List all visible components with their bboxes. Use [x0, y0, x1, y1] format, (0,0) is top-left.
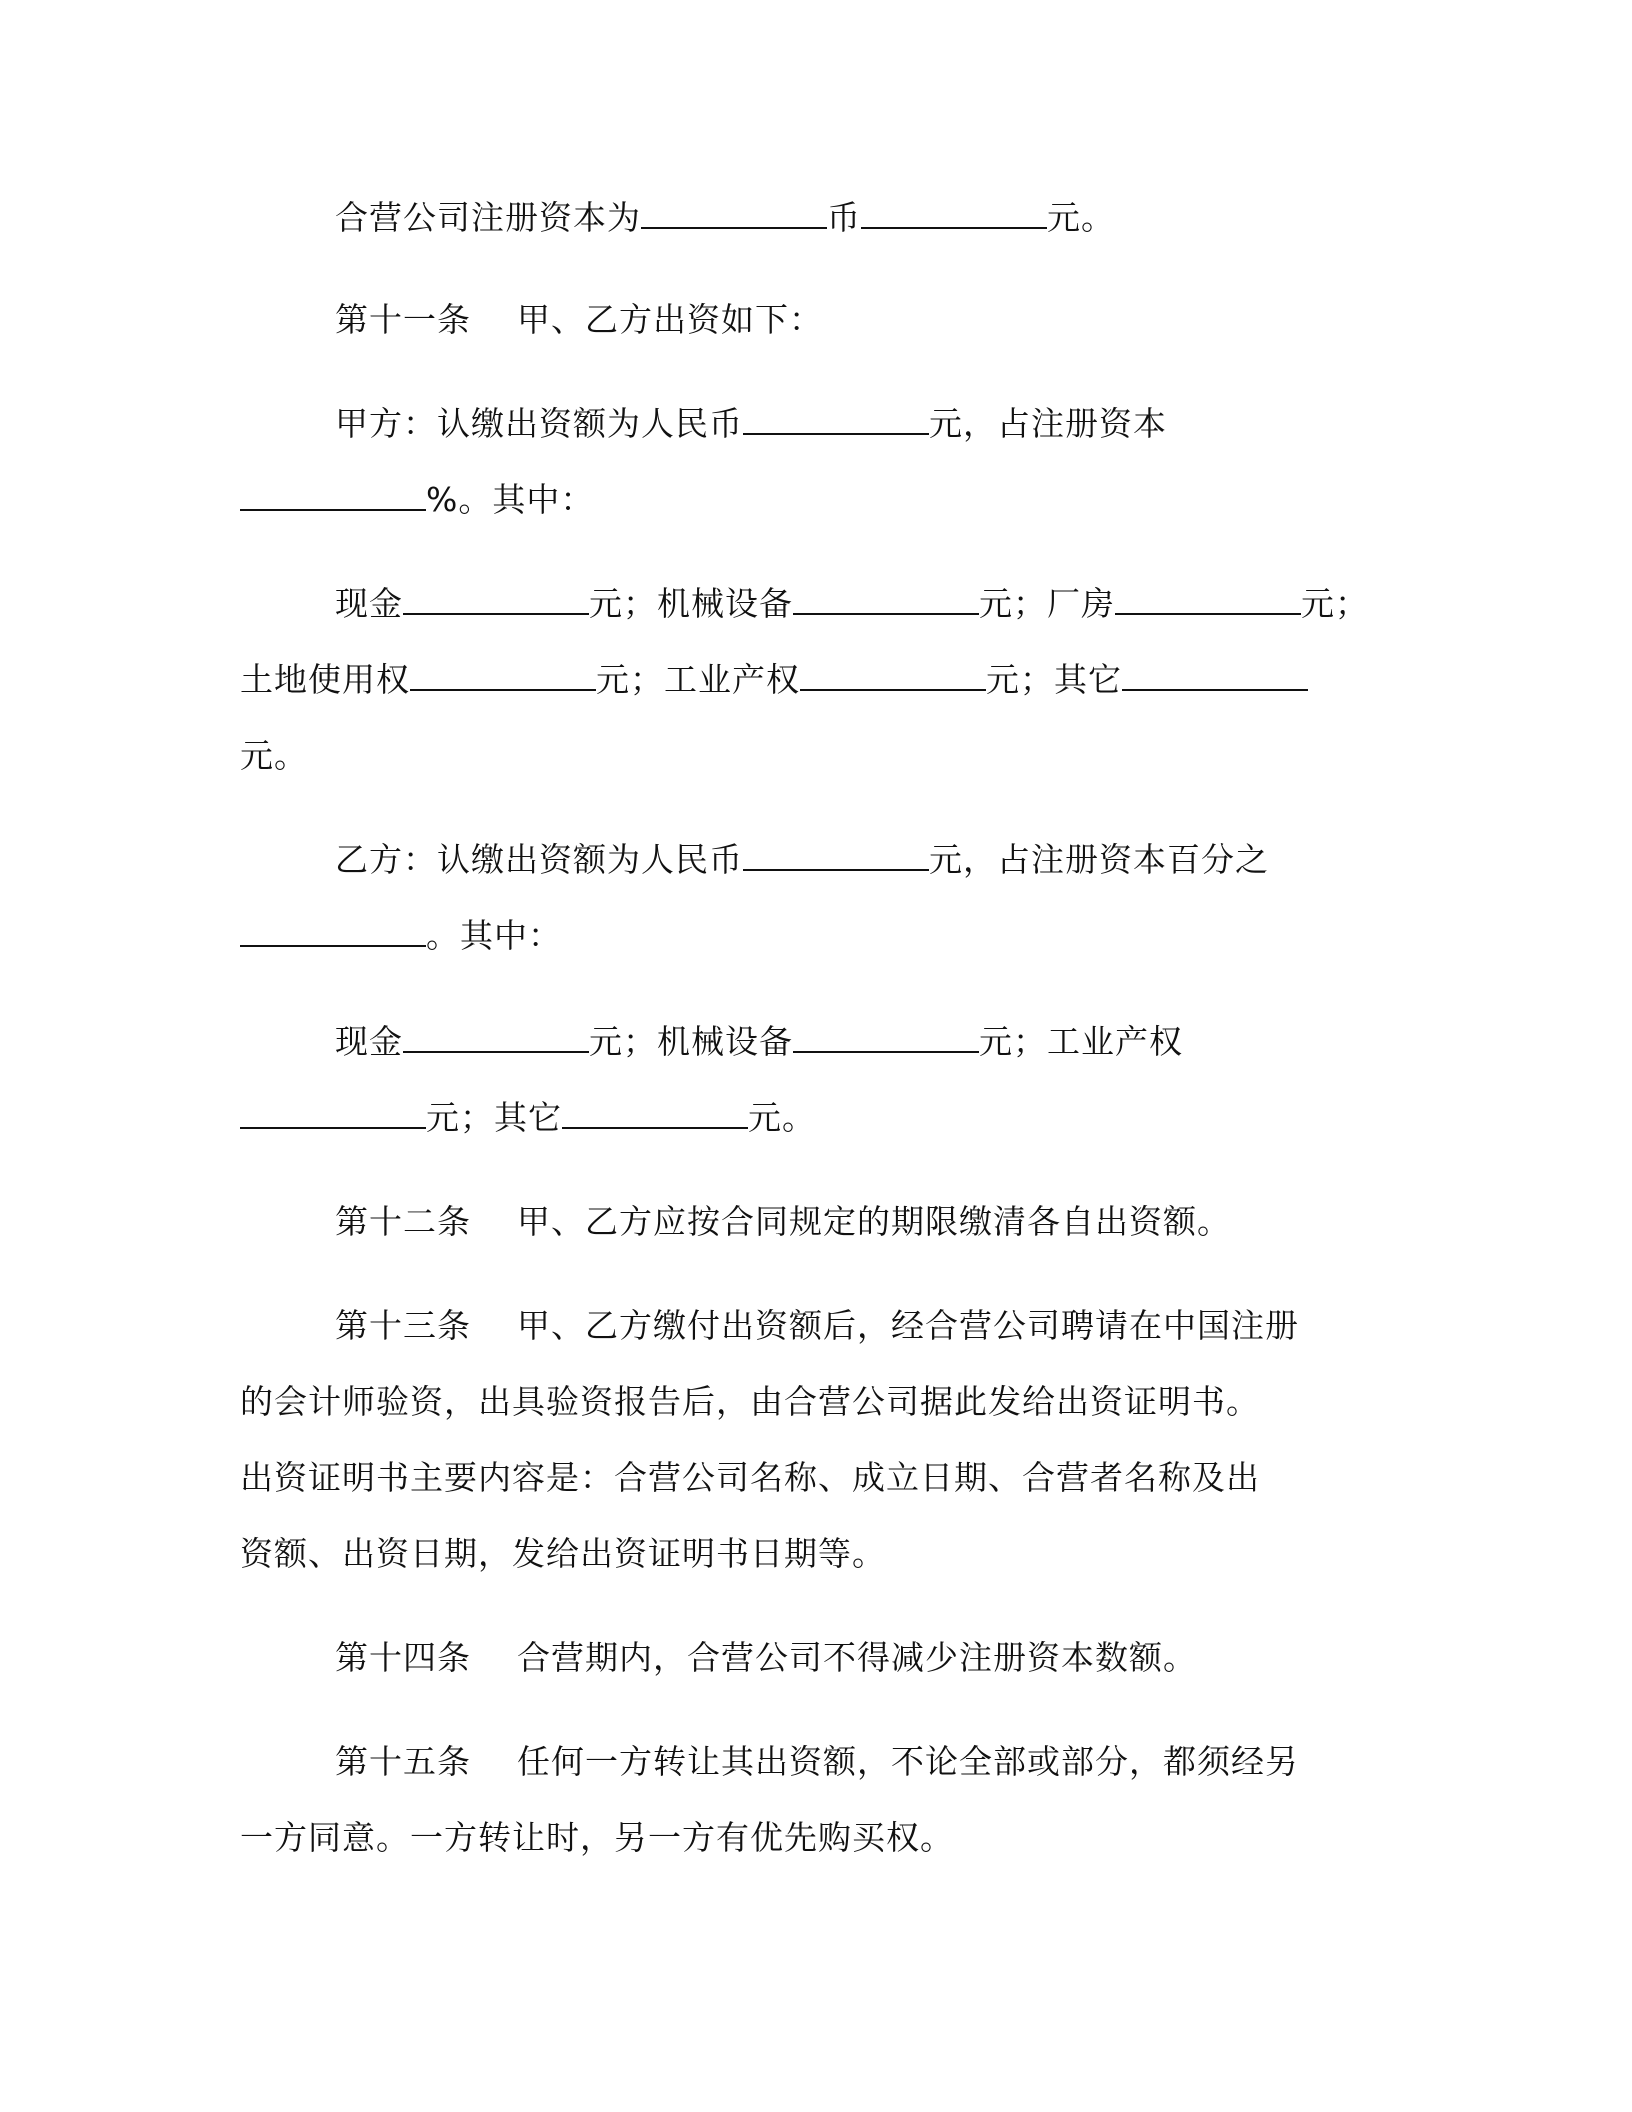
party-b-percent-text: 。其中：: [426, 916, 562, 955]
article-11-title: 第十一条: [335, 300, 471, 339]
land-blank[interactable]: [410, 659, 596, 691]
machinery-blank[interactable]: [793, 1021, 979, 1053]
article-13-line-2: 的会计师验资，出具验资报告后，由合营公司据此发给出资证明书。: [240, 1382, 1260, 1421]
yuan-sep: 元；: [589, 1022, 657, 1061]
article-12: [240, 1184, 1420, 1260]
article-15-line-2: 一方同意。一方转让时，另一方有优先购买权。: [240, 1818, 954, 1857]
machinery-label: 机械设备: [657, 584, 793, 623]
ip-label: 工业产权: [664, 660, 800, 699]
yuan-sep: 元；: [986, 660, 1054, 699]
cash-label: 现金: [335, 1022, 403, 1061]
yuan-sep: 元；: [426, 1098, 494, 1137]
cash-blank[interactable]: [403, 583, 589, 615]
yuan-sep: 元；: [979, 1022, 1047, 1061]
other-label: 其它: [494, 1098, 562, 1137]
other-blank[interactable]: [562, 1097, 748, 1129]
article-13: [240, 1288, 1420, 1592]
party-a-percent-blank[interactable]: [240, 479, 426, 511]
party-a-contribution: [240, 386, 1420, 538]
article-13-line-4: 资额、出资日期，发给出资证明书日期等。: [240, 1534, 886, 1573]
party-a-share-text: 元，占注册资本: [929, 404, 1167, 443]
article-15-line-1: 任何一方转让其出资额，不论全部或部分，都须经另: [516, 1742, 1299, 1781]
registered-capital-paragraph: [240, 180, 1420, 256]
yuan-sep: 元；: [1301, 584, 1369, 623]
article-14-title: 第十四条: [335, 1638, 471, 1677]
machinery-label: 机械设备: [657, 1022, 793, 1061]
yuan-sep: 元；: [979, 584, 1047, 623]
ip-label: 工业产权: [1047, 1022, 1183, 1061]
currency-blank[interactable]: [641, 197, 827, 229]
article-11-body: 甲、乙方出资如下：: [516, 300, 823, 339]
amount-blank[interactable]: [861, 197, 1047, 229]
other-blank[interactable]: [1122, 659, 1308, 691]
party-b-share-text: 元，占注册资本百分之: [929, 840, 1269, 879]
article-11: [240, 282, 1420, 358]
ip-blank[interactable]: [240, 1097, 426, 1129]
plant-blank[interactable]: [1115, 583, 1301, 615]
yuan-end: 元。: [240, 736, 308, 775]
currency-label: 币: [827, 198, 861, 237]
party-a-amount-blank[interactable]: [743, 403, 929, 435]
party-b-contribution: [240, 822, 1420, 974]
article-12-title: 第十二条: [335, 1202, 471, 1241]
article-13-line-3: 出资证明书主要内容是：合营公司名称、成立日期、合营者名称及出: [240, 1458, 1260, 1497]
article-15: [240, 1724, 1420, 1876]
cash-blank[interactable]: [403, 1021, 589, 1053]
party-a-percent-text: %。其中：: [426, 480, 595, 519]
yuan-end: 元。: [748, 1098, 816, 1137]
land-label: 土地使用权: [240, 660, 410, 699]
ip-blank[interactable]: [800, 659, 986, 691]
article-14: [240, 1620, 1420, 1696]
party-b-percent-blank[interactable]: [240, 915, 426, 947]
article-15-title: 第十五条: [335, 1742, 471, 1781]
machinery-blank[interactable]: [793, 583, 979, 615]
party-a-text: 甲方：认缴出资额为人民币: [335, 404, 743, 443]
yuan-label: 元。: [1047, 198, 1115, 237]
party-b-amount-blank[interactable]: [743, 839, 929, 871]
article-13-line-1: 甲、乙方缴付出资额后，经合营公司聘请在中国注册: [516, 1306, 1299, 1345]
party-b-details: [240, 1004, 1420, 1156]
article-12-body: 甲、乙方应按合同规定的期限缴清各自出资额。: [516, 1202, 1231, 1241]
article-13-title: 第十三条: [335, 1306, 471, 1345]
party-b-text: 乙方：认缴出资额为人民币: [335, 840, 743, 879]
party-a-details: [240, 566, 1420, 794]
cash-label: 现金: [335, 584, 403, 623]
plant-label: 厂房: [1047, 584, 1115, 623]
registered-capital-text: 合营公司注册资本为: [335, 198, 641, 237]
yuan-sep: 元；: [589, 584, 657, 623]
other-label: 其它: [1054, 660, 1122, 699]
yuan-sep: 元；: [596, 660, 664, 699]
article-14-body: 合营期内，合营公司不得减少注册资本数额。: [516, 1638, 1197, 1677]
